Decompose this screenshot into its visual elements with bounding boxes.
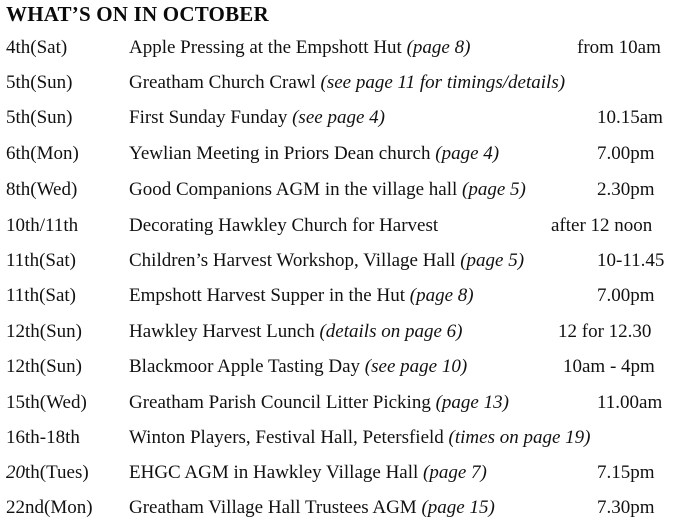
event-row — [0, 281, 683, 311]
event-description: EHGC AGM in Hawkley Village Hall (page 7) — [129, 462, 487, 483]
event-row — [0, 175, 683, 205]
event-date-italic-part: 20 — [6, 462, 25, 483]
event-page-reference: (see page 10) — [364, 356, 468, 377]
event-date: 11th(Sat) — [6, 285, 77, 306]
event-row — [0, 68, 683, 98]
event-page-reference: (page 8) — [406, 37, 471, 58]
event-time: 12 for 12.30 — [558, 321, 652, 342]
event-page-reference: (page 5) — [460, 250, 525, 271]
event-page-reference: (page 8) — [409, 285, 474, 306]
event-time: after 12 noon — [551, 215, 653, 236]
event-date: 6th(Mon) — [6, 143, 79, 164]
event-row — [0, 33, 683, 63]
event-description: Decorating Hawkley Church for Harvest — [129, 215, 439, 236]
event-date: 10th/11th — [6, 215, 79, 236]
event-row — [0, 388, 683, 418]
event-time: 10-11.45 — [597, 250, 665, 271]
event-description: Winton Players, Festival Hall, Petersfield (times on page 19) — [129, 427, 591, 448]
event-time: 11.00am — [597, 392, 663, 413]
event-time: 2.30pm — [597, 179, 655, 200]
event-time: 7.15pm — [597, 462, 655, 483]
event-page-reference: (see page 4) — [292, 107, 385, 128]
event-date: 16th-18th — [6, 427, 80, 448]
event-time: 10.15am — [597, 107, 663, 128]
event-page-reference: (page 4) — [435, 143, 500, 164]
event-date: 11th(Sat) — [6, 250, 77, 271]
event-description: Yewlian Meeting in Priors Dean church (page 4) — [129, 143, 500, 164]
event-row — [0, 352, 683, 382]
event-time: 7.00pm — [597, 143, 655, 164]
event-row — [0, 458, 683, 488]
page-title: WHAT’S ON IN OCTOBER — [6, 2, 269, 26]
event-row — [0, 139, 683, 169]
event-date: 15th(Wed) — [6, 392, 87, 413]
event-page-reference: (details on page 6) — [319, 321, 463, 342]
event-time: 7.30pm — [597, 497, 655, 518]
event-description: First Sunday Funday (see page 4) — [129, 107, 385, 128]
event-time: from 10am — [577, 37, 661, 58]
event-description: Children’s Harvest Workshop, Village Hall (page 5) — [129, 250, 525, 271]
event-row — [0, 103, 683, 133]
event-date: 4th(Sat) — [6, 37, 68, 58]
event-page-reference: (page 5) — [462, 179, 526, 200]
event-date: 5th(Sun) — [6, 72, 73, 93]
event-date: 12th(Sun) — [6, 356, 82, 377]
event-date: 22nd(Mon) — [6, 497, 93, 518]
event-page-reference: (see page 11 for timings/details) — [320, 72, 566, 93]
event-page-reference: (page 7) — [423, 462, 487, 483]
event-description: Apple Pressing at the Empshott Hut (page 8) — [129, 37, 471, 58]
event-time: 10am - 4pm — [563, 356, 655, 377]
event-date: 5th(Sun) — [6, 107, 73, 128]
event-time: 7.00pm — [597, 285, 655, 306]
event-description: Greatham Parish Council Litter Picking (page 13) — [129, 392, 509, 413]
event-row — [0, 246, 683, 276]
event-page-reference: (times on page 19) — [448, 427, 591, 448]
event-date: 12th(Sun) — [6, 321, 82, 342]
event-description: Hawkley Harvest Lunch (details on page 6) — [129, 321, 463, 342]
event-date: 20th(Tues) — [6, 462, 89, 483]
event-row — [0, 211, 683, 241]
event-row — [0, 423, 683, 453]
event-description: Good Companions AGM in the village hall (page 5) — [129, 179, 526, 200]
event-row — [0, 317, 683, 347]
event-description: Empshott Harvest Supper in the Hut (page 8) — [129, 285, 474, 306]
event-description: Blackmoor Apple Tasting Day (see page 10) — [129, 356, 468, 377]
event-page-reference: (page 13) — [435, 392, 509, 413]
event-page-reference: (page 15) — [421, 497, 495, 518]
event-description: Greatham Church Crawl (see page 11 for timings/details) — [129, 72, 566, 93]
event-date: 8th(Wed) — [6, 179, 78, 200]
event-row — [0, 493, 683, 523]
event-description: Greatham Village Hall Trustees AGM (page 15) — [129, 497, 495, 518]
